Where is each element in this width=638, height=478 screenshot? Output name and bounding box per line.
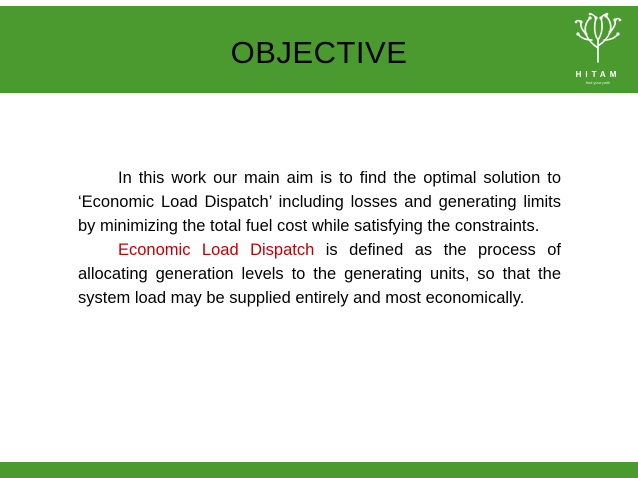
highlight-term: Economic Load Dispatch bbox=[118, 241, 315, 259]
logo-name: HITAM bbox=[575, 70, 621, 79]
slide-title: OBJECTIVE bbox=[230, 35, 408, 70]
footer-band bbox=[0, 462, 638, 478]
paragraph-objective: In this work our main aim is to find the optimal solution to ‘Economic Load Dispatch’ including losses and generating limits by minimizing the total fuel cost while satisfying the constraints. bbox=[78, 169, 561, 235]
hitam-logo bbox=[566, 10, 630, 88]
slide-body bbox=[78, 166, 561, 310]
tree-icon bbox=[572, 10, 624, 64]
logo-tagline: find your path bbox=[585, 80, 611, 85]
definition-text: is defined as the process of allocating generation levels to the generating units, so that the system load may be supplied entirely and most economically. bbox=[78, 241, 562, 307]
paragraph-definition bbox=[78, 238, 561, 310]
